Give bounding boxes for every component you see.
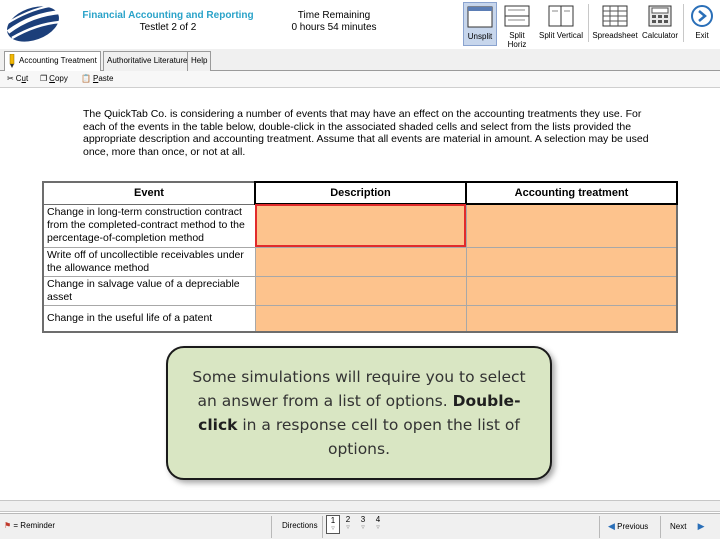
question-number: 2 (345, 515, 351, 524)
event-cell: Change in long-term construction contract from the completed-contract method to the percentage-of-completion method (43, 204, 255, 247)
cut-label-accel: u (21, 74, 26, 84)
split-vertical-button[interactable] (538, 2, 584, 46)
question-number: 1 (330, 516, 336, 525)
scissors-icon: ✂ (7, 74, 14, 83)
directions-button[interactable]: Directions (282, 521, 318, 530)
unsplit-label: Unsplit (467, 32, 493, 41)
footer-divider (660, 516, 661, 538)
next-label: Next (670, 522, 687, 531)
callout-text (186, 365, 532, 461)
footer-divider (599, 516, 600, 538)
description-response-cell[interactable] (255, 204, 466, 247)
question-number: 3 (360, 515, 366, 524)
cut-label-rest: t (25, 74, 29, 84)
tutorial-callout (166, 346, 552, 480)
column-header-accounting-treatment: Accounting treatment (466, 182, 677, 204)
split-vertical-icon (547, 4, 575, 28)
split-horiz-button[interactable] (499, 2, 535, 49)
calculator-label: Calculator (641, 31, 678, 40)
toolbar-divider (588, 4, 589, 42)
calculator-button[interactable] (641, 2, 679, 46)
tab-bar (0, 49, 720, 71)
header-bar (0, 0, 720, 48)
unsplit-button[interactable] (463, 2, 497, 46)
arrow-right-icon: ▶ (697, 521, 705, 531)
footer-divider (322, 516, 323, 538)
instructions-text: The QuickTab Co. is considering a number of events that may have an effect on the accounting treatments they use. For each of the events in the table below, double-click in the associated shaded cells and select from the lists provided the appropriate description and accounting treatment. Assume that all events are material in amount. A selection may be used once, more than once, or not at all. (83, 108, 649, 158)
copy-label-rest: opy (54, 74, 68, 84)
question-number: 4 (375, 515, 381, 524)
column-header-description: Description (255, 182, 466, 204)
paste-label-rest: aste (98, 74, 114, 84)
split-vertical-label: Split Vertical (538, 31, 584, 40)
event-cell: Change in salvage value of a depreciable asset (43, 276, 255, 305)
treatment-response-cell[interactable] (466, 247, 677, 276)
treatment-response-cell[interactable] (466, 204, 677, 247)
timer-label: Time Remaining (297, 10, 371, 21)
footer-divider (271, 516, 272, 538)
exit-button[interactable] (687, 2, 717, 46)
description-response-cell[interactable] (255, 305, 466, 332)
event-cell: Write off of uncollectible receivables under the allowance method (43, 247, 255, 276)
spreadsheet-icon (601, 4, 629, 28)
calculator-icon (646, 4, 674, 28)
simulation-content (0, 88, 720, 500)
footer-bar (0, 513, 720, 539)
cut-label-c: C (15, 74, 22, 84)
exam-title: Financial Accounting and Reporting (82, 10, 254, 21)
tab-accounting-treatment-label: Accounting Treatment (19, 56, 97, 65)
reminder-legend (4, 521, 55, 530)
paste-label-accel: P (92, 74, 99, 84)
spreadsheet-button[interactable] (592, 2, 638, 46)
reminder-label: = Reminder (13, 521, 55, 530)
table-header-row (43, 182, 677, 204)
event-cell: Change in the useful life of a patent (43, 305, 255, 332)
copy-label-accel: C (49, 74, 55, 84)
question-nav-4[interactable] (371, 515, 385, 532)
column-header-event: Event (43, 182, 255, 204)
table-row (43, 276, 677, 305)
toolbar-divider (683, 4, 684, 42)
previous-label: Previous (617, 522, 649, 531)
table-row (43, 204, 677, 247)
arrow-left-icon: ◀ (608, 521, 615, 531)
cpa-globe-logo-icon (2, 2, 64, 46)
exit-label: Exit (695, 31, 709, 40)
timer-value: 0 hours 54 minutes (291, 22, 377, 33)
horizontal-scrollbar[interactable] (0, 500, 720, 512)
paste-button[interactable] (81, 73, 113, 85)
tab-authoritative-literature-label: Authoritative Literature (107, 56, 188, 65)
flag-icon: ▿ (361, 524, 365, 531)
table-row (43, 247, 677, 276)
previous-button[interactable] (608, 521, 648, 532)
tab-authoritative-literature[interactable] (103, 51, 192, 71)
testlet-indicator: Testlet 2 of 2 (139, 22, 197, 33)
response-table (42, 181, 678, 333)
callout-text-part1: Some simulations will require you to select an answer from a list of options. (192, 368, 526, 410)
description-response-cell[interactable] (255, 276, 466, 305)
question-nav-3[interactable] (356, 515, 370, 532)
spreadsheet-label: Spreadsheet (592, 31, 638, 40)
question-nav-1[interactable] (326, 515, 340, 534)
flag-icon: ▿ (331, 525, 335, 532)
flag-icon: ▿ (376, 524, 380, 531)
flag-icon: ⚑ (4, 521, 12, 530)
edit-toolbar (0, 71, 720, 88)
question-nav-2[interactable] (341, 515, 355, 532)
treatment-response-cell[interactable] (466, 305, 677, 332)
callout-text-bold: Double-click (198, 392, 521, 434)
split-horiz-label: Split Horiz (507, 31, 527, 49)
tab-help-label: Help (191, 56, 208, 65)
callout-text-part2: in a response cell to open the list of options. (237, 416, 520, 458)
clipboard-icon: 📋 (81, 74, 91, 83)
treatment-response-cell[interactable] (466, 276, 677, 305)
cut-button[interactable] (7, 73, 28, 85)
unsplit-icon (466, 5, 494, 29)
copy-button[interactable] (40, 73, 68, 85)
next-button[interactable] (670, 521, 705, 532)
description-response-cell[interactable] (255, 247, 466, 276)
flag-icon: ▿ (346, 524, 350, 531)
split-horiz-icon (503, 4, 531, 28)
table-row (43, 305, 677, 332)
copy-icon: ❐ (40, 74, 48, 83)
exit-icon (688, 4, 716, 28)
tab-accounting-treatment[interactable] (4, 51, 101, 72)
pencil-icon (8, 54, 16, 68)
tab-help[interactable] (187, 51, 211, 71)
